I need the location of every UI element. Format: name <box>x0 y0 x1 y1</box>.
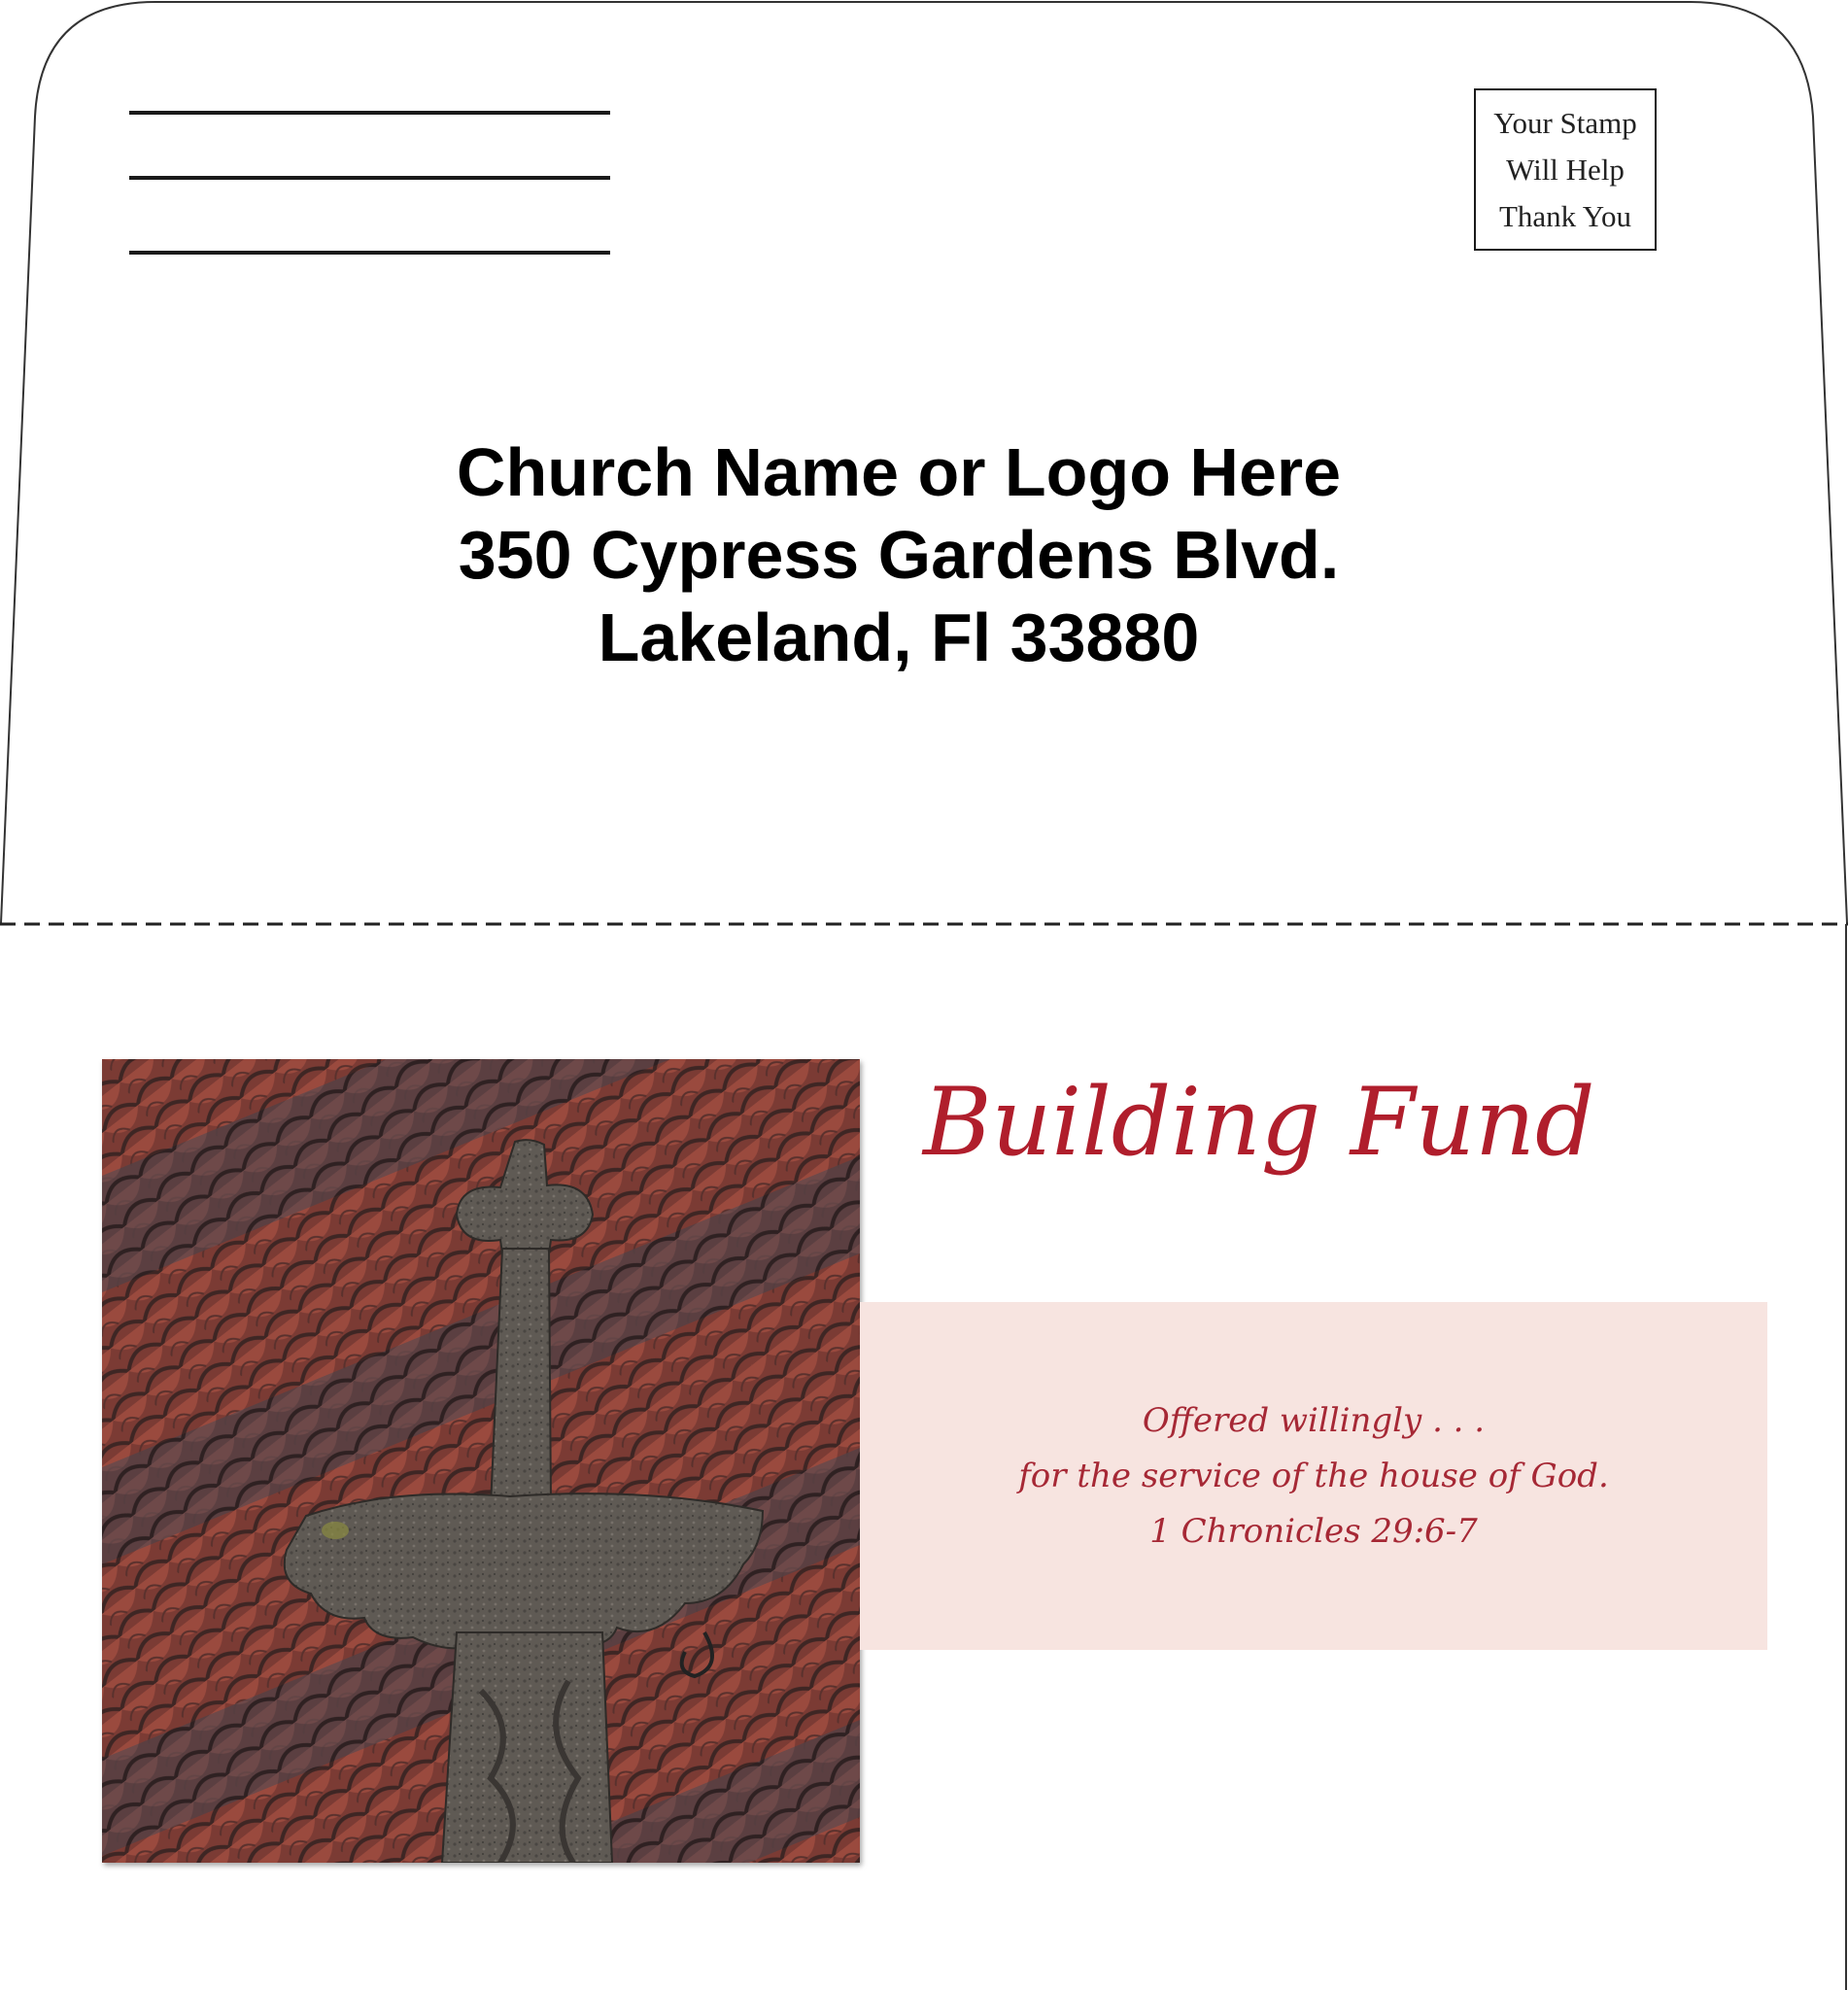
stamp-text-line-3: Thank You <box>1498 198 1632 233</box>
return-address-line-3 <box>129 251 610 255</box>
verse-citation: 1 Chronicles 29:6-7 <box>1149 1511 1478 1551</box>
address-line-1: Church Name or Logo Here <box>456 434 1342 510</box>
stamp-box <box>1474 88 1657 251</box>
return-address-line-1 <box>129 111 610 115</box>
address-line-2: 350 Cypress Gardens Blvd. <box>458 517 1340 593</box>
verse-line-1: Offered willingly . . . <box>1142 1400 1486 1440</box>
verse-panel <box>860 1302 1767 1650</box>
return-address-line-2 <box>129 176 610 180</box>
cross-shaft <box>491 1249 551 1506</box>
mailing-address <box>0 431 1797 679</box>
stamp-text-line-2: Will Help <box>1506 152 1625 187</box>
building-fund-title: Building Fund <box>923 1068 1595 1177</box>
address-line-3: Lakeland, Fl 33880 <box>598 600 1200 675</box>
stamp-text-line-1: Your Stamp <box>1493 105 1637 140</box>
cross-roof-illustration <box>102 1059 860 1863</box>
verse-line-2: for the service of the house of God. <box>1018 1456 1609 1495</box>
cross-column <box>442 1632 612 1863</box>
cross-roof-photo <box>102 1059 860 1863</box>
